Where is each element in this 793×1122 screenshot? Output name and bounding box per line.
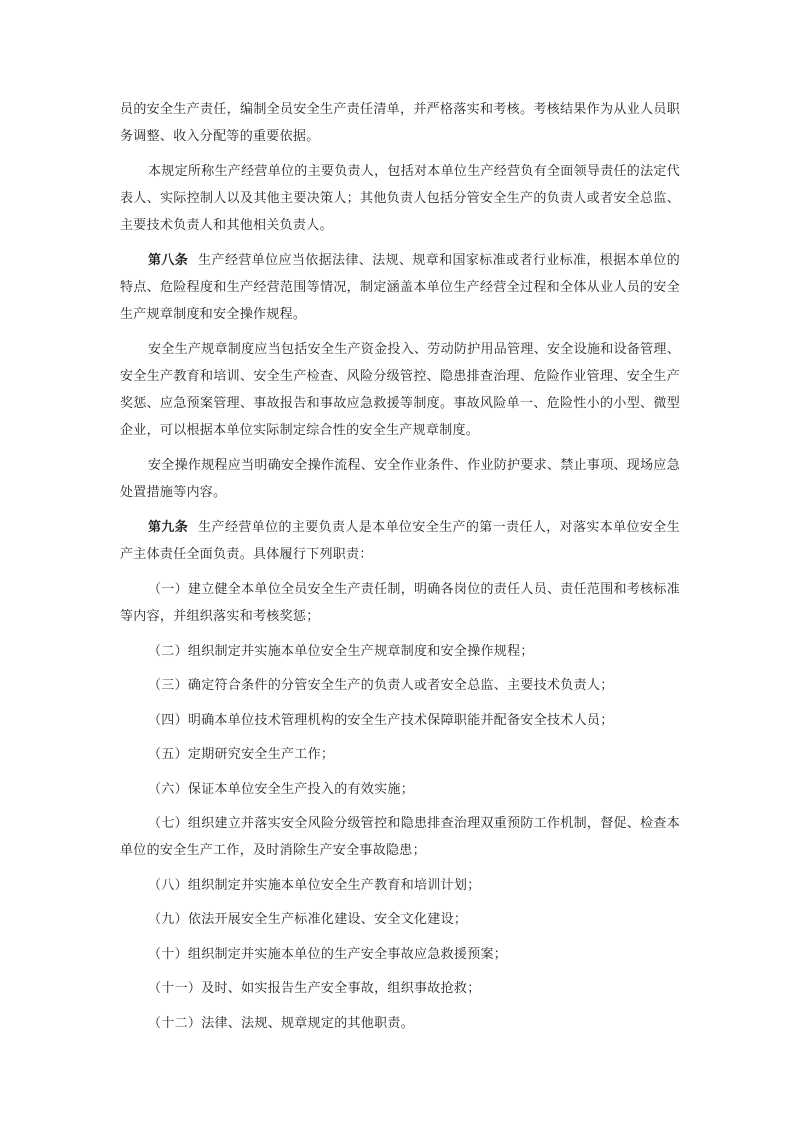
duty-item: （一）建立健全本单位全员安全生产责任制，明确各岗位的责任人员、责任范围和考核标准等内容，并组织落实和考核奖惩； [120,582,681,624]
duty-item: （十二）法律、法规、规章规定的其他职责。 [148,1015,415,1031]
duty-item: （十一）及时、如实报告生产安全事故，组织事故抢救； [148,981,481,996]
paragraph-safety-rules: 安全生产规章制度应当包括安全生产资金投入、劳动防护用品管理、安全设施和设备管理、安全生产教育和培训、安全生产检查、风险分级管控、隐患排查治理、危险作业管理、安全生产奖惩、应急预案管理、事故报告和事故应急救援等制度。事故风险单一、危险性小的小型、微型企业，可以根据本单位实际制定综合性的安全生产规章制度。 [120,342,681,438]
article-8-heading: 第八条 [148,253,189,268]
paragraph-responsible-persons: 本规定所称生产经营单位的主要负责人，包括对本单位生产经营负有全面领导责任的法定代表人、实际控制人以及其他主要决策人；其他负责人包括分管安全生产的负责人或者安全总监、主要技术负责人和其他相关负责人。 [120,164,681,233]
document-body [120,96,680,1044]
duty-item: （七）组织建立并落实安全风险分级管控和隐患排查治理双重预防工作机制，督促、检查本单位的安全生产工作，及时消除生产安全事故隐患； [120,816,681,858]
article-9-text: 生产经营单位的主要负责人是本单位安全生产的第一责任人，对落实本单位安全生产主体责任全面负责。具体履行下列职责： [120,520,680,562]
duty-item: （五）定期研究安全生产工作； [148,747,335,762]
paragraph-operation-procedures: 安全操作规程应当明确安全操作流程、安全作业条件、作业防护要求、禁止事项、现场应急处置措施等内容。 [120,458,681,500]
duty-item: （九）依法开展安全生产标准化建设、安全文化建设； [148,912,468,927]
duty-item: （六）保证本单位安全生产投入的有效实施； [148,781,415,797]
duty-item: （四）明确本单位技术管理机构的安全生产技术保障职能并配备安全技术人员； [148,712,614,728]
duty-item: （八）组织制定并实施本单位安全生产教育和培训计划； [148,877,481,893]
article-9-heading: 第九条 [148,520,189,535]
article-9 [120,514,680,568]
duty-item: （二）组织制定并实施本单位安全生产规章制度和安全操作规程； [148,643,534,659]
paragraph-continuation: 员的安全生产责任，编制全员安全生产责任清单，并严格落实和考核。考核结果作为从业人员职务调整、收入分配等的重要依据。 [120,102,680,144]
duty-item: （三）确定符合条件的分管安全生产的负责人或者安全总监、主要技术负责人； [148,678,614,693]
article-8-text: 生产经营单位应当依据法律、法规、规章和国家标准或者行业标准，根据本单位的特点、危险程度和生产经营范围等情况，制定涵盖本单位生产经营全过程和全体从业人员的安全生产规章制度和安全操作规程。 [120,253,680,322]
duty-item: （十）组织制定并实施本单位的生产安全事故应急救援预案； [148,946,508,962]
article-8 [120,247,680,328]
